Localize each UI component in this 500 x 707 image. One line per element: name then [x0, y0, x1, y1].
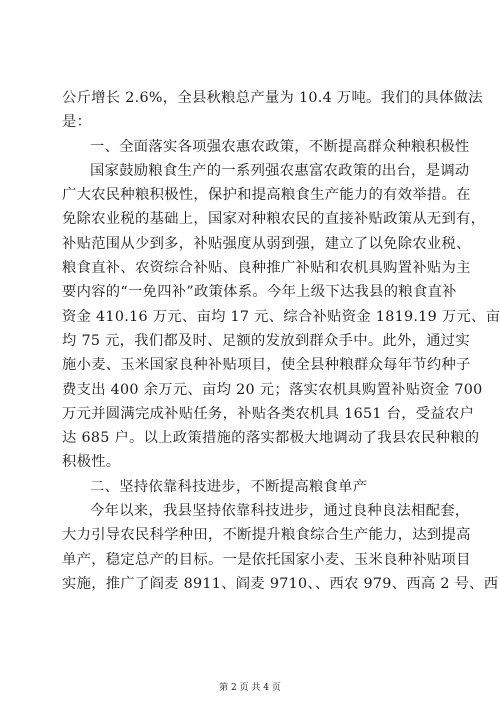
text-line: 广大农民种粮积极性，保护和提高粮食生产能力的有效举措。在 — [62, 187, 471, 204]
text-line: 公斤增长 2.6%，全县秋粮总产量为 10.4 万吨。我们的具体做法 — [62, 90, 483, 106]
text-line: 今年以来，我县坚持依靠科技进步，通过良种良法相配套， — [90, 503, 470, 520]
section-heading: 一、全面落实各项强农惠农政策，不断提高群众种粮积极性 — [90, 138, 470, 155]
text-line: 大力引导农民科学种田，不断提升粮食综合生产能力，达到提高 — [62, 527, 471, 544]
text-line: 要内容的“一免四补”政策体系。今年上级下达我县的粮食直补 — [62, 284, 457, 301]
text-line: 单产，稳定总产的目标。一是依托国家小麦、玉米良种补贴项目 — [62, 551, 471, 568]
text-line: 实施，推广了阎麦 8911、阎麦 9710、、西农 979、西高 2 号、西 — [62, 575, 499, 592]
text-line: 国家鼓励粮食生产的一系列强农惠富农政策的出台，是调动 — [90, 162, 470, 179]
text-line: 费支出 400 余万元、亩均 20 元；落实农机具购置补贴资金 700 — [62, 381, 483, 398]
text-line: 粮食直补、农资综合补贴、良种推广补贴和农机具购置补贴为主 — [62, 260, 471, 277]
page-number-footer: 第 2 页 共 4 页 — [219, 683, 281, 693]
section-heading: 二、坚持依靠科技进步，不断提高粮食单产 — [90, 478, 368, 495]
text-line: 积极性。 — [62, 454, 121, 471]
text-line: 免除农业税的基础上，国家对种粮农民的直接补贴政策从无到有， — [62, 211, 486, 228]
text-line: 达 685 户。以上政策措施的落实都极大地调动了我县农民种粮的 — [62, 430, 480, 447]
text-line: 资金 410.16 万元、亩均 17 元、综合补贴资金 1819.19 万元、亩 — [62, 308, 500, 325]
text-line: 万元并圆满完成补贴任务，补贴各类农机具 1651 台，受益农户 — [62, 405, 475, 422]
text-line: 是： — [62, 114, 92, 131]
text-line: 补贴范围从少到多，补贴强度从弱到强，建立了以免除农业税、 — [62, 235, 471, 252]
text-line: 施小麦、玉米国家良种补贴项目，使全县种粮群众每年节约种子 — [62, 357, 471, 374]
document-body — [62, 86, 500, 596]
text-line: 均 75 元，我们都及时、足额的发放到群众手中。此外，通过实 — [62, 332, 470, 349]
